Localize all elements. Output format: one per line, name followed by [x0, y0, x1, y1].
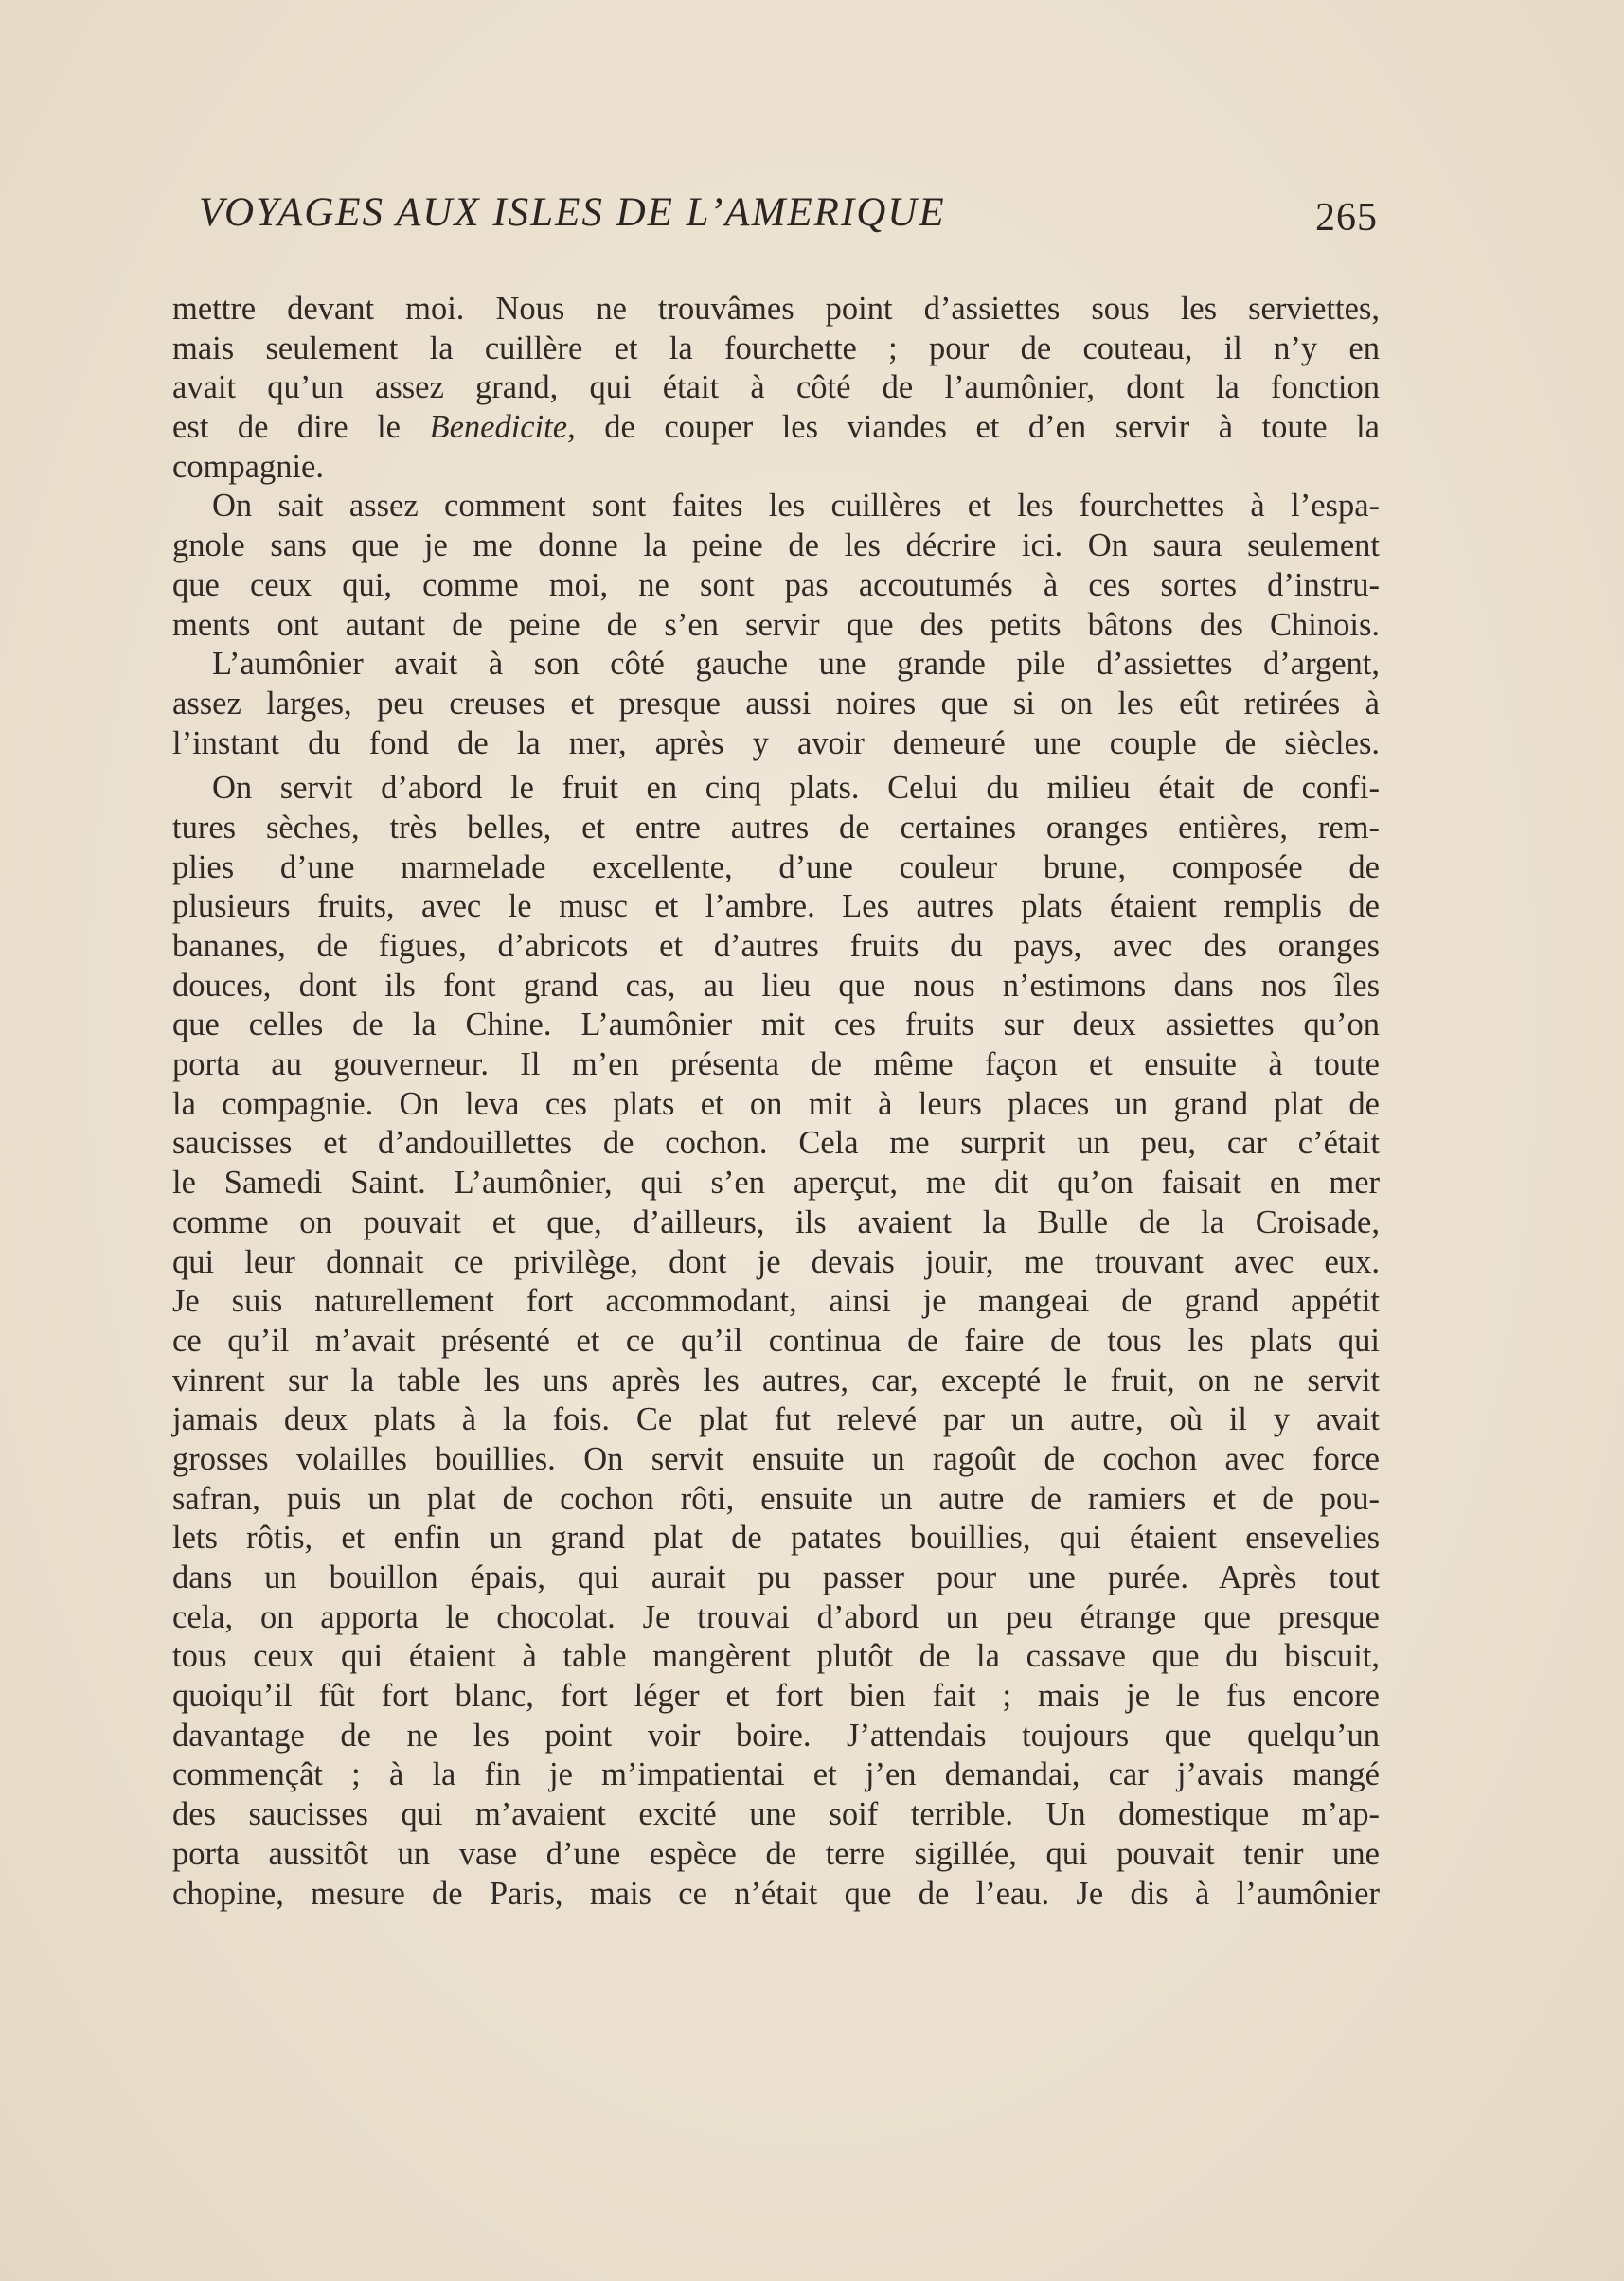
text-line: des saucisses qui m’avaient excité une soif terrible. Un domestique m’ap- — [172, 1796, 1380, 1833]
text-line: bananes, de figues, d’abricots et d’autres fruits du pays, avec des oranges — [172, 928, 1380, 964]
italic-word: Benedicite, — [429, 409, 576, 446]
text-segment: est de dire le — [172, 409, 430, 446]
text-line: porta aussitôt un vase d’une espèce de terre sigillée, qui pouvait tenir une — [172, 1835, 1380, 1872]
text-line: gnole sans que je me donne la peine de les décrire ici. On saura seulement — [172, 527, 1380, 564]
paragraph-first-line: On servit d’abord le fruit en cinq plats. Celui du milieu était de confi- — [212, 770, 1380, 807]
text-line: plusieurs fruits, avec le musc et l’ambre. Les autres plats étaient remplis de — [172, 888, 1380, 925]
page-number: 265 — [1315, 196, 1378, 240]
text-line: qui leur donnait ce privilège, dont je devais jouir, me trouvant avec eux. — [172, 1243, 1380, 1280]
text-line: mais seulement la cuillère et la fourchette ; pour de couteau, il n’y en — [172, 330, 1380, 366]
paragraph-first-line: L’aumônier avait à son côté gauche une grande pile d’assiettes d’argent, — [212, 646, 1380, 683]
text-line: compagnie. — [172, 448, 324, 485]
text-line: grosses volailles bouillies. On servit ensuite un ragoût de cochon avec force — [172, 1440, 1380, 1477]
body-text — [172, 290, 1380, 1914]
text-line: safran, puis un plat de cochon rôti, ensuite un autre de ramiers et de pou- — [172, 1480, 1380, 1517]
paragraph-first-line: On sait assez comment sont faites les cuillères et les fourchettes à l’espa- — [212, 488, 1380, 525]
text-line: la compagnie. On leva ces plats et on mit à leurs places un grand plat de — [172, 1085, 1380, 1122]
text-line: jamais deux plats à la fois. Ce plat fut relevé par un autre, où il y avait — [172, 1401, 1380, 1438]
text-line: dans un bouillon épais, qui aurait pu passer pour une purée. Après tout — [172, 1559, 1380, 1595]
text-line: vinrent sur la table les uns après les autres, car, excepté le fruit, on ne servit — [172, 1362, 1380, 1399]
text-line: que celles de la Chine. L’aumônier mit ces fruits sur deux assiettes qu’on — [172, 1007, 1380, 1043]
text-line: mettre devant moi. Nous ne trouvâmes point d’assiettes sous les serviettes, — [172, 291, 1380, 327]
text-line: saucisses et d’andouillettes de cochon. Cela me surprit un peu, car c’était — [172, 1125, 1380, 1162]
running-head — [199, 189, 1378, 256]
text-line — [172, 408, 1380, 448]
text-line: chopine, mesure de Paris, mais ce n’était que de l’eau. Je dis à l’aumônier — [172, 1875, 1380, 1912]
text-line: tous ceux qui étaient à table mangèrent plutôt de la cassave que du biscuit, — [172, 1638, 1380, 1675]
text-segment: de couper les viandes et d’en servir à toute la — [575, 409, 1380, 446]
text-line: douces, dont ils font grand cas, au lieu que nous n’estimons dans nos îles — [172, 967, 1380, 1004]
text-line: cela, on apporta le chocolat. Je trouvai d’abord un peu étrange que presque — [172, 1598, 1380, 1635]
text-line: lets rôtis, et enfin un grand plat de patates bouillies, qui étaient ensevelies — [172, 1520, 1380, 1557]
text-line: plies d’une marmelade excellente, d’une couleur brune, composée de — [172, 848, 1380, 885]
text-line: davantage de ne les point voir boire. J’attendais toujours que quelqu’un — [172, 1717, 1380, 1754]
text-line: comme on pouvait et que, d’ailleurs, ils avaient la Bulle de la Croisade, — [172, 1203, 1380, 1240]
text-line: avait qu’un assez grand, qui était à côté de l’aumônier, dont la fonction — [172, 369, 1380, 406]
text-line: ments ont autant de peine de s’en servir que des petits bâtons des Chinois. — [172, 606, 1380, 643]
text-line: l’instant du fond de la mer, après y avoir demeuré une couple de siècles. — [172, 724, 1380, 761]
text-line: porta au gouverneur. Il m’en présenta de même façon et ensuite à toute — [172, 1046, 1380, 1083]
text-line: le Samedi Saint. L’aumônier, qui s’en aperçut, me dit qu’on faisait en mer — [172, 1165, 1380, 1202]
text-line: commençât ; à la fin je m’impatientai et j’en demandai, car j’avais mangé — [172, 1756, 1380, 1793]
text-line: Je suis naturellement fort accommodant, ainsi je mangeai de grand appétit — [172, 1283, 1380, 1320]
text-line: quoiqu’il fût fort blanc, fort léger et fort bien fait ; mais je le fus encore — [172, 1678, 1380, 1715]
text-line: ce qu’il m’avait présenté et ce qu’il continua de faire de tous les plats qui — [172, 1322, 1380, 1359]
text-line: que ceux qui, comme moi, ne sont pas accoutumés à ces sortes d’instru- — [172, 566, 1380, 603]
text-line: assez larges, peu creuses et presque aussi noires que si on les eût retirées à — [172, 685, 1380, 722]
running-title: VOYAGES AUX ISLES DE L’AMERIQUE — [199, 190, 946, 235]
text-line: tures sèches, très belles, et entre autres de certaines oranges entières, rem- — [172, 809, 1380, 846]
